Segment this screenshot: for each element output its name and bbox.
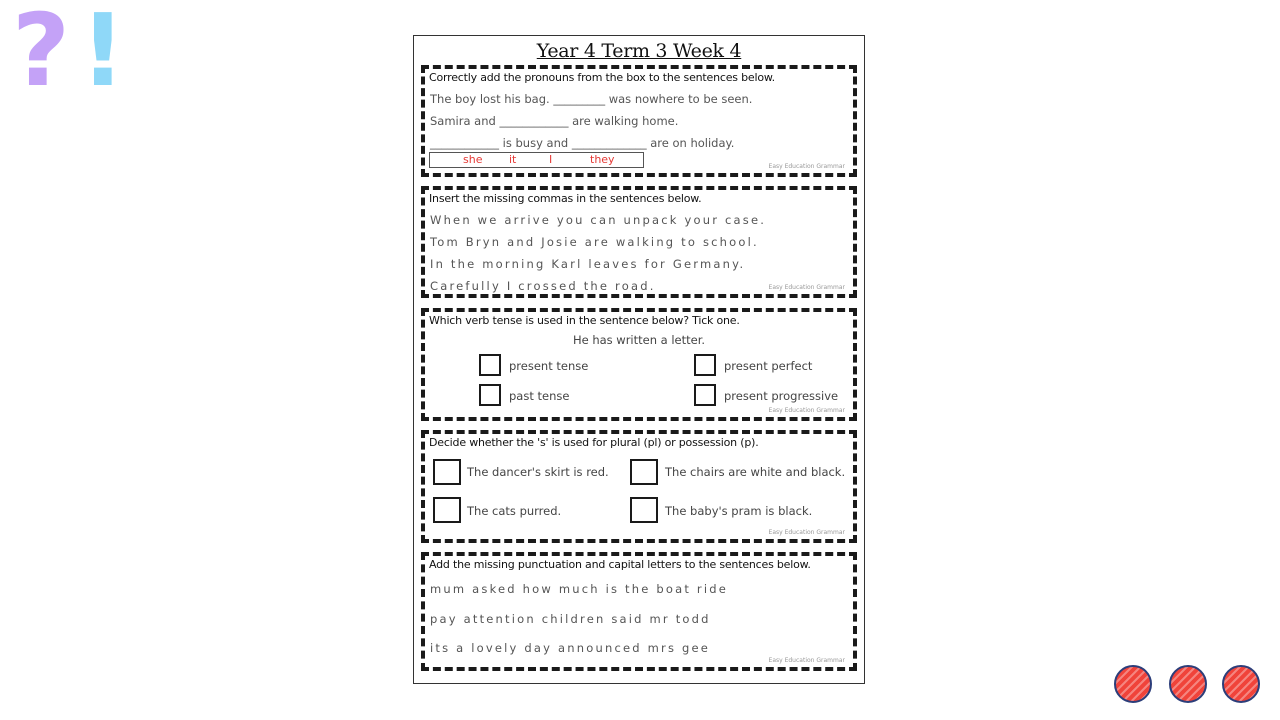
- sentence-line: The baby's pram is black.: [665, 504, 813, 518]
- sentence-line: The cats purred.: [467, 504, 562, 518]
- watermark: Easy Education Grammar: [768, 529, 845, 536]
- pronoun-word: they: [590, 153, 615, 166]
- section-question: Add the missing punctuation and capital letters to the sentences below.: [429, 558, 811, 571]
- tick-box[interactable]: [479, 384, 501, 406]
- watermark: Easy Education Grammar: [768, 163, 845, 170]
- section-plural-possession: [421, 430, 857, 543]
- worksheet: [413, 35, 865, 684]
- sentence-line: ____________ is busy and _____________ are on holiday.: [430, 136, 735, 150]
- answer-box[interactable]: [630, 497, 658, 523]
- section-question: Which verb tense is used in the sentence below? Tick one.: [429, 314, 740, 327]
- worksheet-title: Year 4 Term 3 Week 4: [536, 40, 742, 62]
- option-label: past tense: [509, 389, 570, 403]
- answer-box[interactable]: [433, 459, 461, 485]
- red-dot-icon[interactable]: [1169, 665, 1207, 703]
- section-punctuation: [421, 552, 857, 671]
- logo: [12, 0, 126, 109]
- watermark: Easy Education Grammar: [768, 407, 845, 414]
- section-question: Correctly add the pronouns from the box to the sentences below.: [429, 71, 775, 84]
- example-sentence: He has written a letter.: [572, 333, 706, 347]
- sentence-line: In the morning Karl leaves for Germany.: [430, 257, 746, 271]
- tick-box[interactable]: [479, 354, 501, 376]
- section-commas: [421, 186, 857, 298]
- sentence-line: The dancer's skirt is red.: [467, 465, 609, 479]
- option-label: present tense: [509, 359, 589, 373]
- pronoun-word-box: [429, 152, 644, 168]
- pronoun-word: it: [509, 153, 517, 166]
- sentence-line: pay attention children said mr todd: [430, 612, 711, 626]
- option-label: present perfect: [724, 359, 813, 373]
- red-dot-icon[interactable]: [1222, 665, 1260, 703]
- sentence-line: its a lovely day announced mrs gee: [430, 641, 711, 655]
- pronoun-word: she: [463, 153, 483, 166]
- sentence-line: Carefully I crossed the road.: [430, 279, 656, 293]
- watermark: Easy Education Grammar: [768, 657, 845, 664]
- sentence-line: Samira and ____________ are walking home.: [430, 114, 679, 128]
- option-label: present progressive: [724, 389, 839, 403]
- section-question: Insert the missing commas in the sentences below.: [429, 192, 702, 205]
- section-verb-tense: [421, 308, 857, 421]
- section-pronouns: [421, 65, 857, 177]
- section-question: Decide whether the 's' is used for plural (pl) or possession (p).: [429, 436, 759, 449]
- sentence-line: The boy lost his bag. _________ was nowhere to be seen.: [430, 92, 753, 106]
- sentence-line: The chairs are white and black.: [665, 465, 846, 479]
- question-mark-icon: ?: [12, 0, 71, 109]
- pronoun-word: I: [549, 153, 553, 166]
- watermark: Easy Education Grammar: [768, 284, 845, 291]
- sentence-line: When we arrive you can unpack your case.: [430, 213, 767, 227]
- answer-box[interactable]: [433, 497, 461, 523]
- red-dot-icon[interactable]: [1114, 665, 1152, 703]
- sentence-line: mum asked how much is the boat ride: [430, 582, 729, 596]
- tick-box[interactable]: [694, 354, 716, 376]
- sentence-line: Tom Bryn and Josie are walking to school.: [430, 235, 759, 249]
- exclamation-mark-icon: !: [80, 0, 126, 109]
- tick-box[interactable]: [694, 384, 716, 406]
- answer-box[interactable]: [630, 459, 658, 485]
